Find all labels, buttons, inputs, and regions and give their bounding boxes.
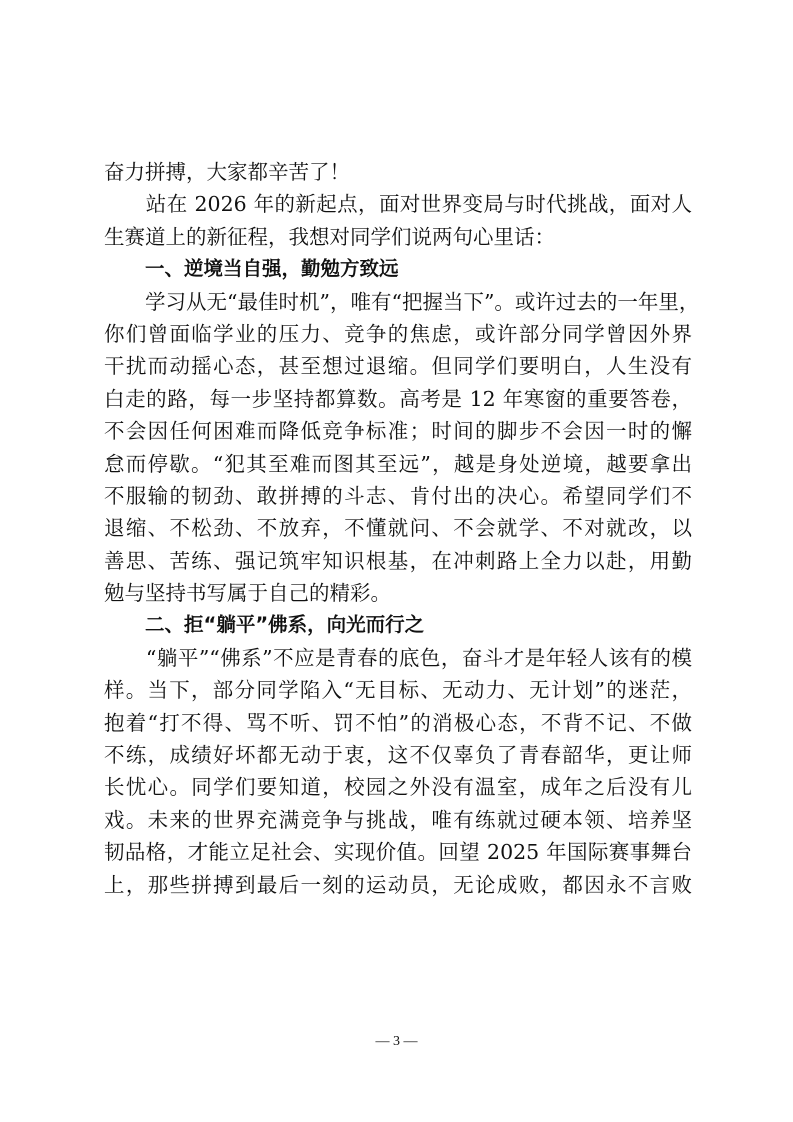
- text-line: 退缩、不松劲、不放弃，不懂就问、不会就学、不对就改，以: [104, 516, 692, 541]
- text-line: 不练，成绩好坏都无动于衷，这不仅辜负了青春韶华，更让师: [104, 743, 692, 768]
- text-line: 学习从无“最佳时机”，唯有“把握当下”。或许过去的一年里，: [104, 289, 700, 314]
- section-heading-2: 二、拒“躺平”佛系，向光而行之: [145, 613, 425, 637]
- text-line: 奋力拼搏，大家都辛苦了！: [104, 160, 350, 184]
- body-text: [104, 156, 700, 901]
- text-line: 白走的路，每一步坚持都算数。高考是 12 年寒窗的重要答卷，: [104, 386, 692, 411]
- text-line: 上，那些拼搏到最后一刻的运动员，无论成败，都因永不言败: [104, 872, 692, 897]
- text-line: 善思、苦练、强记筑牢知识根基，在冲刺路上全力以赴，用勤: [104, 548, 692, 573]
- text-line: 抱着“打不得、骂不听、罚不怕”的消极心态，不背不记、不做: [104, 710, 692, 735]
- text-line: 样。当下，部分同学陷入“无目标、无动力、无计划”的迷茫，: [104, 678, 692, 703]
- text-line: 戏。未来的世界充满竞争与挑战，唯有练就过硬本领、培养坚: [104, 807, 692, 832]
- text-line: 怠而停歇。“犯其至难而图其至远”，越是身处逆境，越要拿出: [104, 451, 692, 476]
- text-line: 干扰而动摇心态，甚至想过退缩。但同学们要明白，人生没有: [104, 354, 692, 379]
- text-line: 你们曾面临学业的压力、竞争的焦虑，或许部分同学曾因外界: [104, 321, 692, 346]
- text-line: 不会因任何困难而降低竞争标准；时间的脚步不会因一时的懈: [104, 419, 692, 444]
- text-line: 站在 2026 年的新起点，面对世界变局与时代挑战，面对人: [104, 192, 692, 217]
- text-line: 勉与坚持书写属于自己的精彩。: [104, 581, 391, 606]
- text-line: 韧品格，才能立足社会、实现价值。回望 2025 年国际赛事舞台: [104, 840, 692, 865]
- page-number: — 3 —: [375, 1034, 418, 1049]
- text-line: “躺平”“佛系”不应是青春的底色，奋斗才是年轻人该有的模: [104, 645, 692, 670]
- text-line: 长忧心。同学们要知道，校园之外没有温室，成年之后没有儿: [104, 775, 692, 800]
- section-heading-1: 一、逆境当自强，勤勉方致远: [145, 257, 399, 281]
- text-line: 生赛道上的新征程，我想对同学们说两句心里话：: [104, 224, 555, 249]
- text-line: 不服输的韧劲、敢拼搏的斗志、肯付出的决心。希望同学们不: [104, 483, 692, 508]
